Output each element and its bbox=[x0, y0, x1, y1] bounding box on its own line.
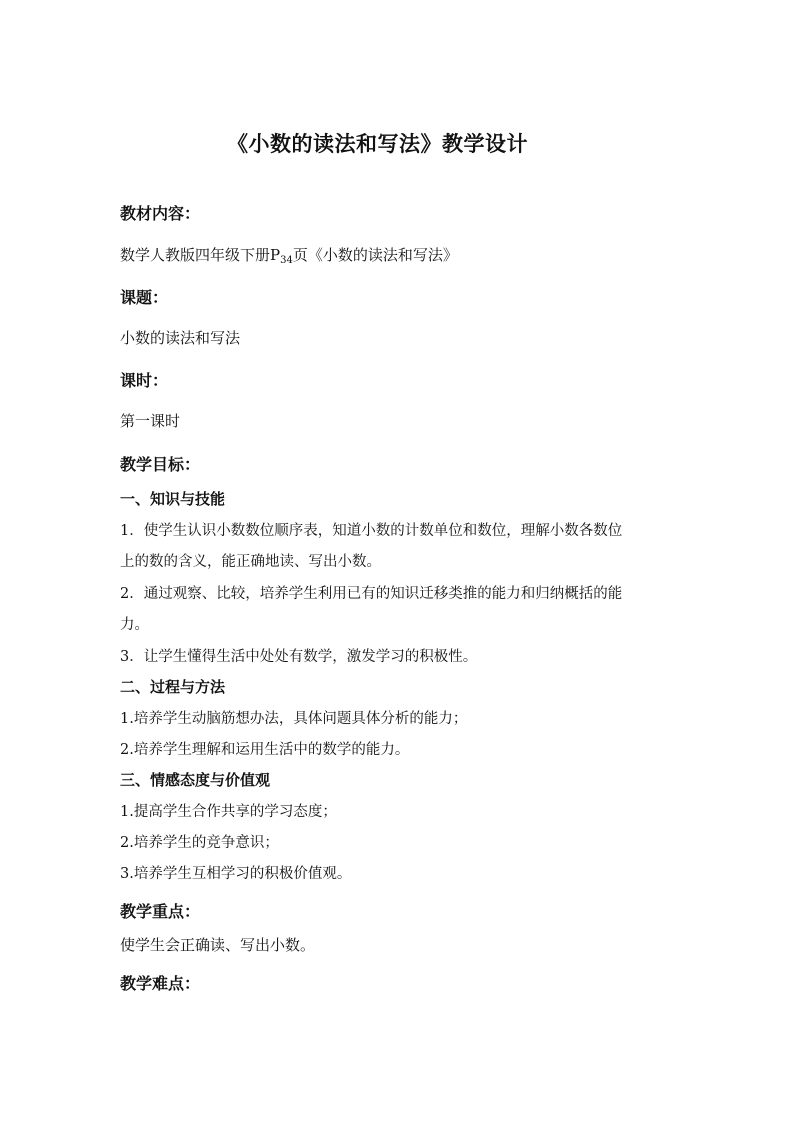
emotion-item: 2.培养学生的竞争意识； bbox=[120, 835, 279, 851]
emotion-item: 3.培养学生互相学习的积极价值观。 bbox=[120, 866, 352, 882]
process-item: 2.培养学生理解和运用生活中的数学的能力。 bbox=[120, 742, 410, 758]
knowledge-item: 2．通过观察、比较，培养学生利用已有的知识迁移类推的能力和归纳概括的能 bbox=[120, 586, 623, 602]
material-page-number: 34 bbox=[280, 255, 293, 266]
period-heading: 课时： bbox=[120, 371, 169, 390]
emotion-item: 1.提高学生合作共享的学习态度； bbox=[120, 804, 337, 820]
period-text: 第一课时 bbox=[120, 412, 181, 430]
topic-text: 小数的读法和写法 bbox=[120, 329, 241, 347]
emotion-heading: 三、情感态度与价值观 bbox=[120, 771, 271, 789]
key-point-text: 使学生会正确读、写出小数。 bbox=[120, 936, 316, 954]
material-heading: 教材内容： bbox=[120, 204, 201, 223]
material-text bbox=[120, 244, 458, 265]
material-text-prefix: 数学人教版四年级下册P bbox=[120, 246, 281, 264]
knowledge-item: 力。 bbox=[120, 617, 149, 633]
knowledge-item: 3．让学生懂得生活中处处有数学，激发学习的积极性。 bbox=[120, 649, 478, 665]
objectives-heading: 教学目标： bbox=[120, 455, 201, 474]
topic-heading: 课题： bbox=[120, 288, 169, 307]
difficulty-heading: 教学难点： bbox=[120, 974, 201, 993]
knowledge-heading: 一、知识与技能 bbox=[120, 490, 226, 508]
process-item: 1.培养学生动脑筋想办法，具体问题具体分析的能力； bbox=[120, 711, 468, 727]
knowledge-item: 上的数的含义，能正确地读、写出小数。 bbox=[120, 554, 381, 570]
knowledge-item: 1．使学生认识小数数位顺序表，知道小数的计数单位和数位，理解小数各数位 bbox=[120, 523, 623, 539]
document-title: 《小数的读法和写法》教学设计 bbox=[227, 131, 528, 156]
material-text-suffix: 页《小数的读法和写法》 bbox=[292, 246, 458, 264]
key-point-heading: 教学重点： bbox=[120, 902, 201, 921]
process-heading: 二、过程与方法 bbox=[120, 678, 226, 696]
